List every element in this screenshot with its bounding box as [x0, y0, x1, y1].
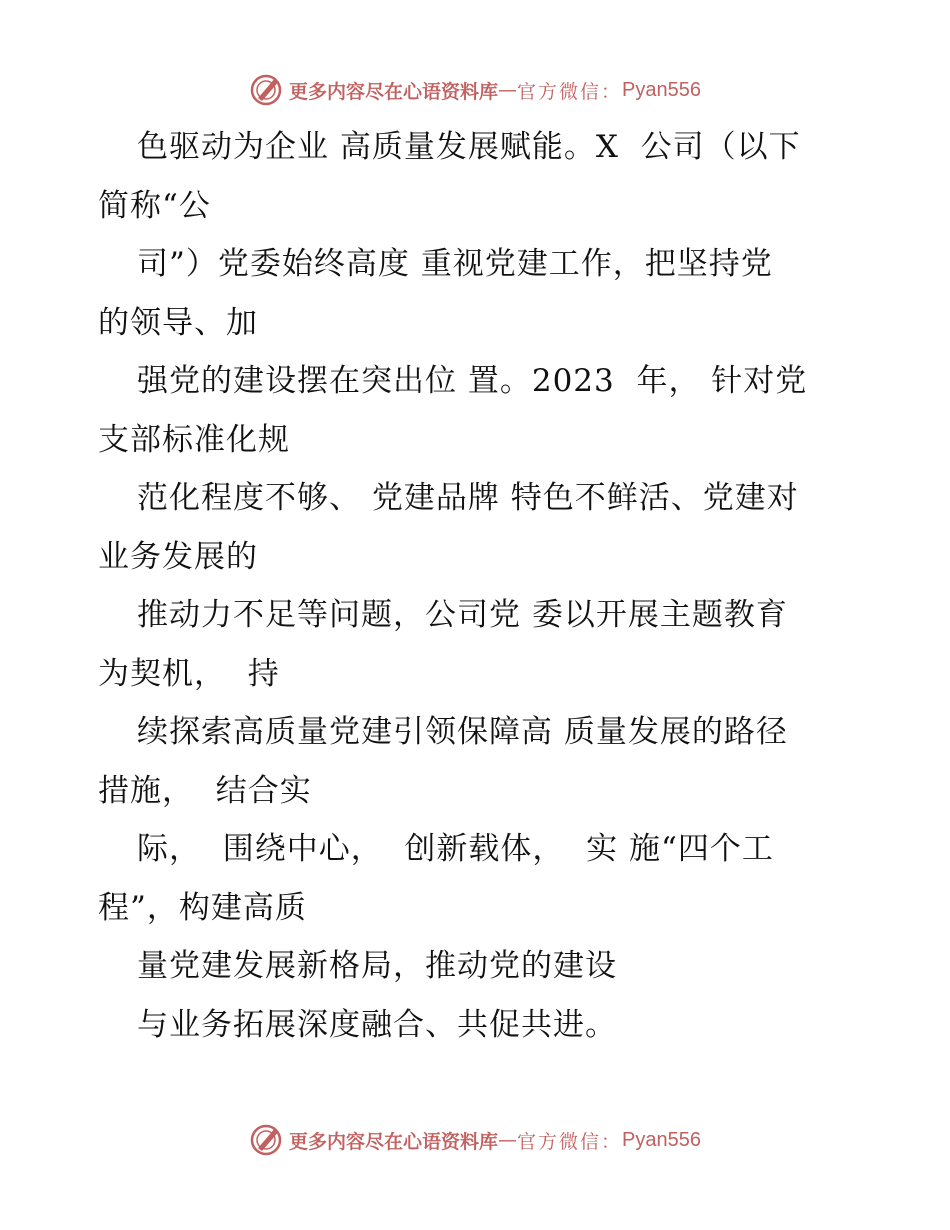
text-line: 强党的建设摆在突出位 置。2023 年， 针对党 [137, 363, 808, 399]
text-line: 推动力不足等问题，公司党 委以开展主题教育 [137, 597, 788, 633]
footer-watermark [0, 1120, 950, 1160]
text-line: 简称“公 [98, 188, 211, 224]
watermark-account: Pyan556 [622, 78, 701, 101]
pen-logo-icon [249, 73, 283, 107]
text-line: 与业务拓展深度融合、共促共进。 [137, 1007, 617, 1043]
text-line: 为契机， 持 [98, 656, 280, 692]
watermark-account: Pyan556 [622, 1128, 701, 1151]
header-watermark [0, 70, 950, 110]
text-line: 业务发展的 [98, 539, 258, 575]
text-line: 司”）党委始终高度 重视党建工作，把坚持党 [137, 246, 773, 282]
text-line: 措施， 结合实 [98, 773, 312, 809]
text-line: 范化程度不够、 党建品牌 特色不鲜活、党建对 [137, 480, 799, 516]
watermark-site-name: 更多内容尽在心语资料库 [289, 1130, 499, 1153]
text-line: 量党建发展新格局，推动党的建设 [137, 948, 617, 984]
watermark-label: 官方微信： [517, 80, 623, 103]
pen-logo-icon [249, 1123, 283, 1157]
watermark-dash: — [498, 79, 518, 101]
text-line: 色驱动为企业 高质量发展赋能。X 公司（以下 [137, 129, 801, 165]
text-line: 续探索高质量党建引领保障高 质量发展的路径 [137, 714, 788, 750]
watermark-dash: — [498, 1129, 518, 1151]
watermark-site-name: 更多内容尽在心语资料库 [289, 80, 499, 103]
text-line: 程”，构建高质 [98, 890, 307, 926]
text-line: 际， 围绕中心， 创新载体， 实 施“四个工 [137, 831, 774, 867]
text-line: 支部标准化规 [98, 422, 290, 458]
watermark-label: 官方微信： [517, 1130, 623, 1153]
text-line: 的领导、加 [98, 305, 258, 341]
